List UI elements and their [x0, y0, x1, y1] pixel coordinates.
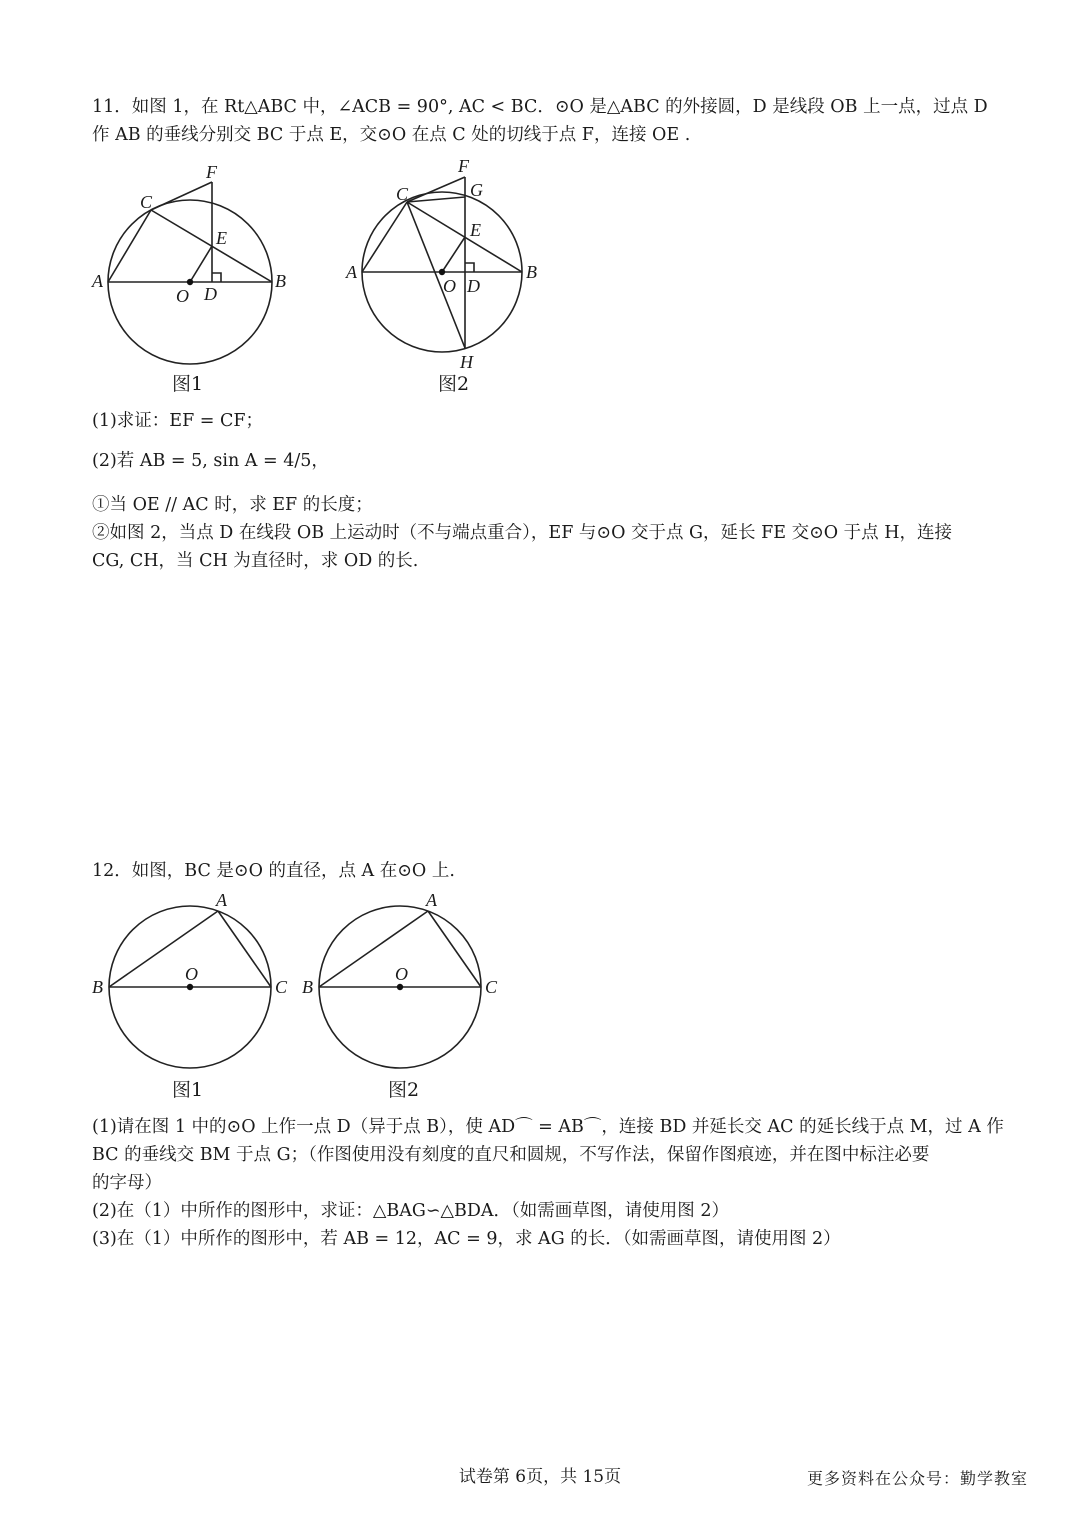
q12-fig2-caption: 图2 — [388, 1079, 420, 1101]
q11-f1-label-F: F — [206, 162, 217, 182]
q11-f1-label-C: C — [140, 192, 153, 212]
q12-f2-label-B: B — [302, 977, 313, 997]
q11-line-1: 11．如图 1，在 Rt△ABC 中，∠ACB = 90°, AC < BC．⊙O 是△ABC 的外接圆，D 是线段 OB 上一点，过点 D — [92, 97, 988, 117]
q12-line-1: 12．如图，BC 是⊙O 的直径，点 A 在⊙O 上. — [92, 861, 455, 881]
q11-f1-label-D: D — [204, 284, 217, 304]
q12-f1-label-C: C — [275, 977, 288, 997]
q11-f2-label-F: F — [458, 156, 469, 176]
q12-part-1-line-3: 的字母） — [92, 1173, 162, 1193]
q11-f1-label-B: B — [275, 271, 286, 291]
q11-figure-2 — [340, 150, 560, 400]
q11-fig1-caption: 图1 — [172, 373, 204, 395]
q12-f1-label-B: B — [92, 977, 103, 997]
q12-f1-label-O: O — [185, 964, 198, 984]
q12-f2-label-C: C — [485, 977, 498, 997]
q11-part-2a: ①当 OE // AC 时，求 EF 的长度； — [92, 495, 373, 515]
q12-part-2: (2)在（1）中所作的图形中，求证：△BAG∽△BDA．（如需画草图，请使用图 2） — [92, 1201, 729, 1221]
q11-f2-label-H: H — [460, 352, 473, 372]
q11-part-1: (1)求证：EF = CF； — [92, 411, 264, 431]
q12-f2-label-A: A — [426, 890, 437, 910]
q11-figure-1 — [88, 160, 308, 400]
q11-f2-label-A: A — [346, 262, 357, 282]
q12-figure-2 — [298, 886, 518, 1106]
q12-f1-label-A: A — [216, 890, 227, 910]
q11-f1-label-O: O — [176, 286, 189, 306]
q12-f2-label-O: O — [395, 964, 408, 984]
q11-part-2: (2)若 AB = 5, sin A = 4/5， — [92, 451, 329, 471]
q11-f2-label-E: E — [470, 220, 481, 240]
source-credit: 更多资料在公众号：勤学教室 — [806, 1469, 1028, 1488]
q12-part-1-line-1: (1)请在图 1 中的⊙O 上作一点 D（异于点 B），使 AD⌒ = AB⌒，连接 BD 并延长交 AC 的延长线于点 M，过 A 作 — [92, 1117, 1004, 1137]
q12-part-3: (3)在（1）中所作的图形中，若 AB = 12，AC = 9，求 AG 的长．（如需画草图，请使用图 2） — [92, 1229, 841, 1249]
q11-f2-label-D: D — [467, 276, 480, 296]
q12-part-1-line-2: BC 的垂线交 BM 于点 G；（作图使用没有刻度的直尺和圆规，不写作法，保留作图痕迹，并在图中标注必要 — [92, 1145, 930, 1165]
q11-part-2b-line-1: ②如图 2，当点 D 在线段 OB 上运动时（不与端点重合），EF 与⊙O 交于点 G，延长 FE 交⊙O 于点 H，连接 — [92, 523, 952, 543]
q11-f2-label-B: B — [526, 262, 537, 282]
page-number: 试卷第 6页，共 15页 — [458, 1467, 622, 1487]
q12-figure-1 — [88, 886, 308, 1106]
q11-f1-label-A: A — [92, 271, 103, 291]
q11-f1-label-E: E — [216, 228, 227, 248]
q11-f2-label-C: C — [396, 184, 409, 204]
q11-f2-label-G: G — [470, 180, 483, 200]
q11-line-2: 作 AB 的垂线分别交 BC 于点 E，交⊙O 在点 C 处的切线于点 F，连接 OE . — [92, 125, 691, 145]
q11-f2-label-O: O — [443, 276, 456, 296]
q11-fig2-caption: 图2 — [438, 373, 470, 395]
q12-fig1-caption: 图1 — [172, 1079, 204, 1101]
q11-part-2b-line-2: CG, CH，当 CH 为直径时，求 OD 的长. — [92, 551, 419, 571]
